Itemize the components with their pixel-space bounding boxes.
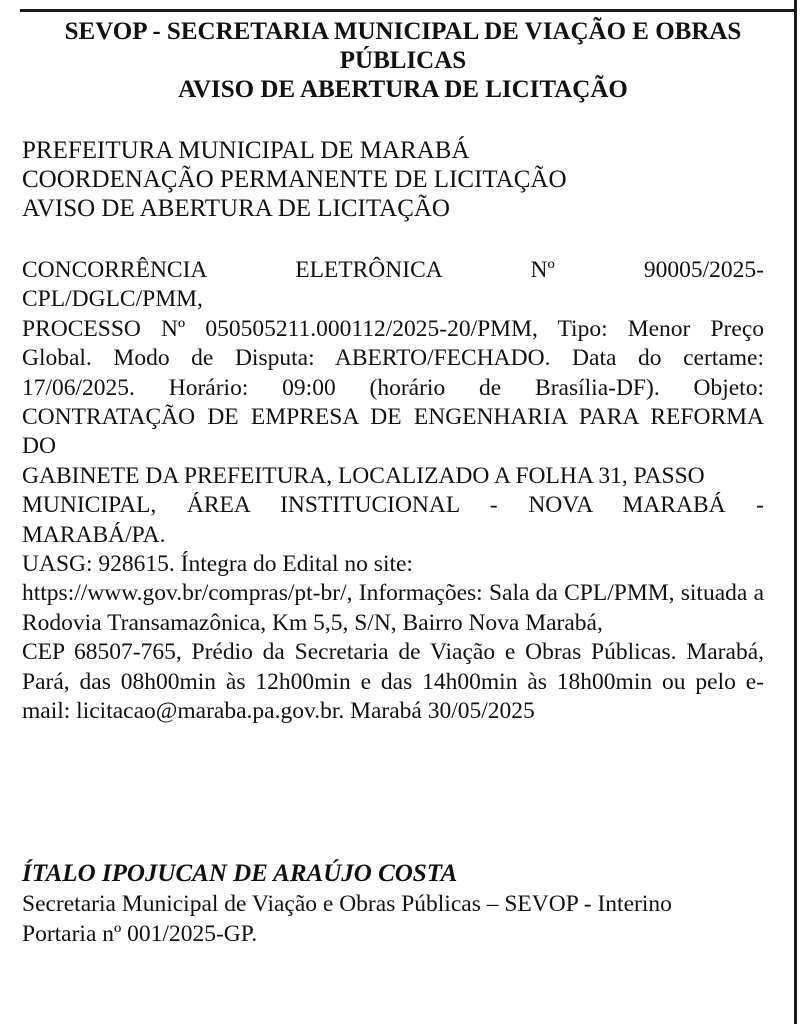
signatory-role: Secretaria Municipal de Viação e Obras Públicas – SEVOP - Interino	[22, 891, 672, 917]
org-coordenacao: COORDENAÇÃO PERMANENTE DE LICITAÇÃO	[22, 166, 567, 193]
signatory-name: ÍTALO IPOJUCAN DE ARAÚJO COSTA	[22, 860, 458, 887]
objeto-continuation-2: MUNICIPAL, ÁREA INSTITUCIONAL - NOVA MARABÁ - MARABÁ/PA.	[22, 492, 764, 548]
signatory-portaria: Portaria nº 001/2025-GP.	[22, 921, 258, 947]
right-border-rule	[794, 0, 797, 1024]
concorrencia-line: CONCORRÊNCIA ELETRÔNICA Nº 90005/2025-	[22, 257, 764, 283]
notice-body	[22, 256, 764, 727]
signature-block	[22, 858, 784, 949]
organization-block	[22, 136, 784, 223]
objeto-continuation-1: GABINETE DA PREFEITURA, LOCALIZADO A FOLHA 31, PASSO	[22, 462, 705, 489]
site-info-paragraph: https://www.gov.br/compras/pt-br/, Informações: Sala da CPL/PMM, situada a Rodovia Transamazônica, Km 5,5, S/N, Bairro Nova Marabá,	[22, 580, 764, 636]
concorrencia-line-cont: CPL/DGLC/PMM,	[22, 286, 203, 313]
cep-paragraph: CEP 68507-765, Prédio da Secretaria de Viação e Obras Públicas. Marabá, Pará, das 08h00min às 12h00min e das 14h00min às 18h00min ou pelo e-mail: licitacao@maraba.pa.gov.br. Marabá 30/05/2025	[22, 639, 764, 725]
org-aviso: AVISO DE ABERTURA DE LICITAÇÃO	[22, 195, 450, 222]
header-notice-title: AVISO DE ABERTURA DE LICITAÇÃO	[178, 76, 628, 103]
uasg-line: UASG: 928615. Íntegra do Edital no site:	[22, 551, 413, 578]
processo-paragraph: PROCESSO Nº 050505211.000112/2025-20/PMM, Tipo: Menor Preço Global. Modo de Disputa: ABERTO/FECHADO. Data do certame: 17/06/2025. Horário: 09:00 (horário de Brasília-DF). Objeto: CONTRATAÇÃO DE EMPRESA DE ENGENHARIA PARA REFORMA DO	[22, 315, 764, 460]
document-header	[22, 17, 784, 104]
org-prefeitura: PREFEITURA MUNICIPAL DE MARABÁ	[22, 137, 470, 164]
header-secretariat-title-cont: PÚBLICAS	[339, 47, 467, 74]
top-border-rule	[20, 9, 796, 12]
header-secretariat-title: SEVOP - SECRETARIA MUNICIPAL DE VIAÇÃO E OBRAS	[64, 18, 742, 45]
